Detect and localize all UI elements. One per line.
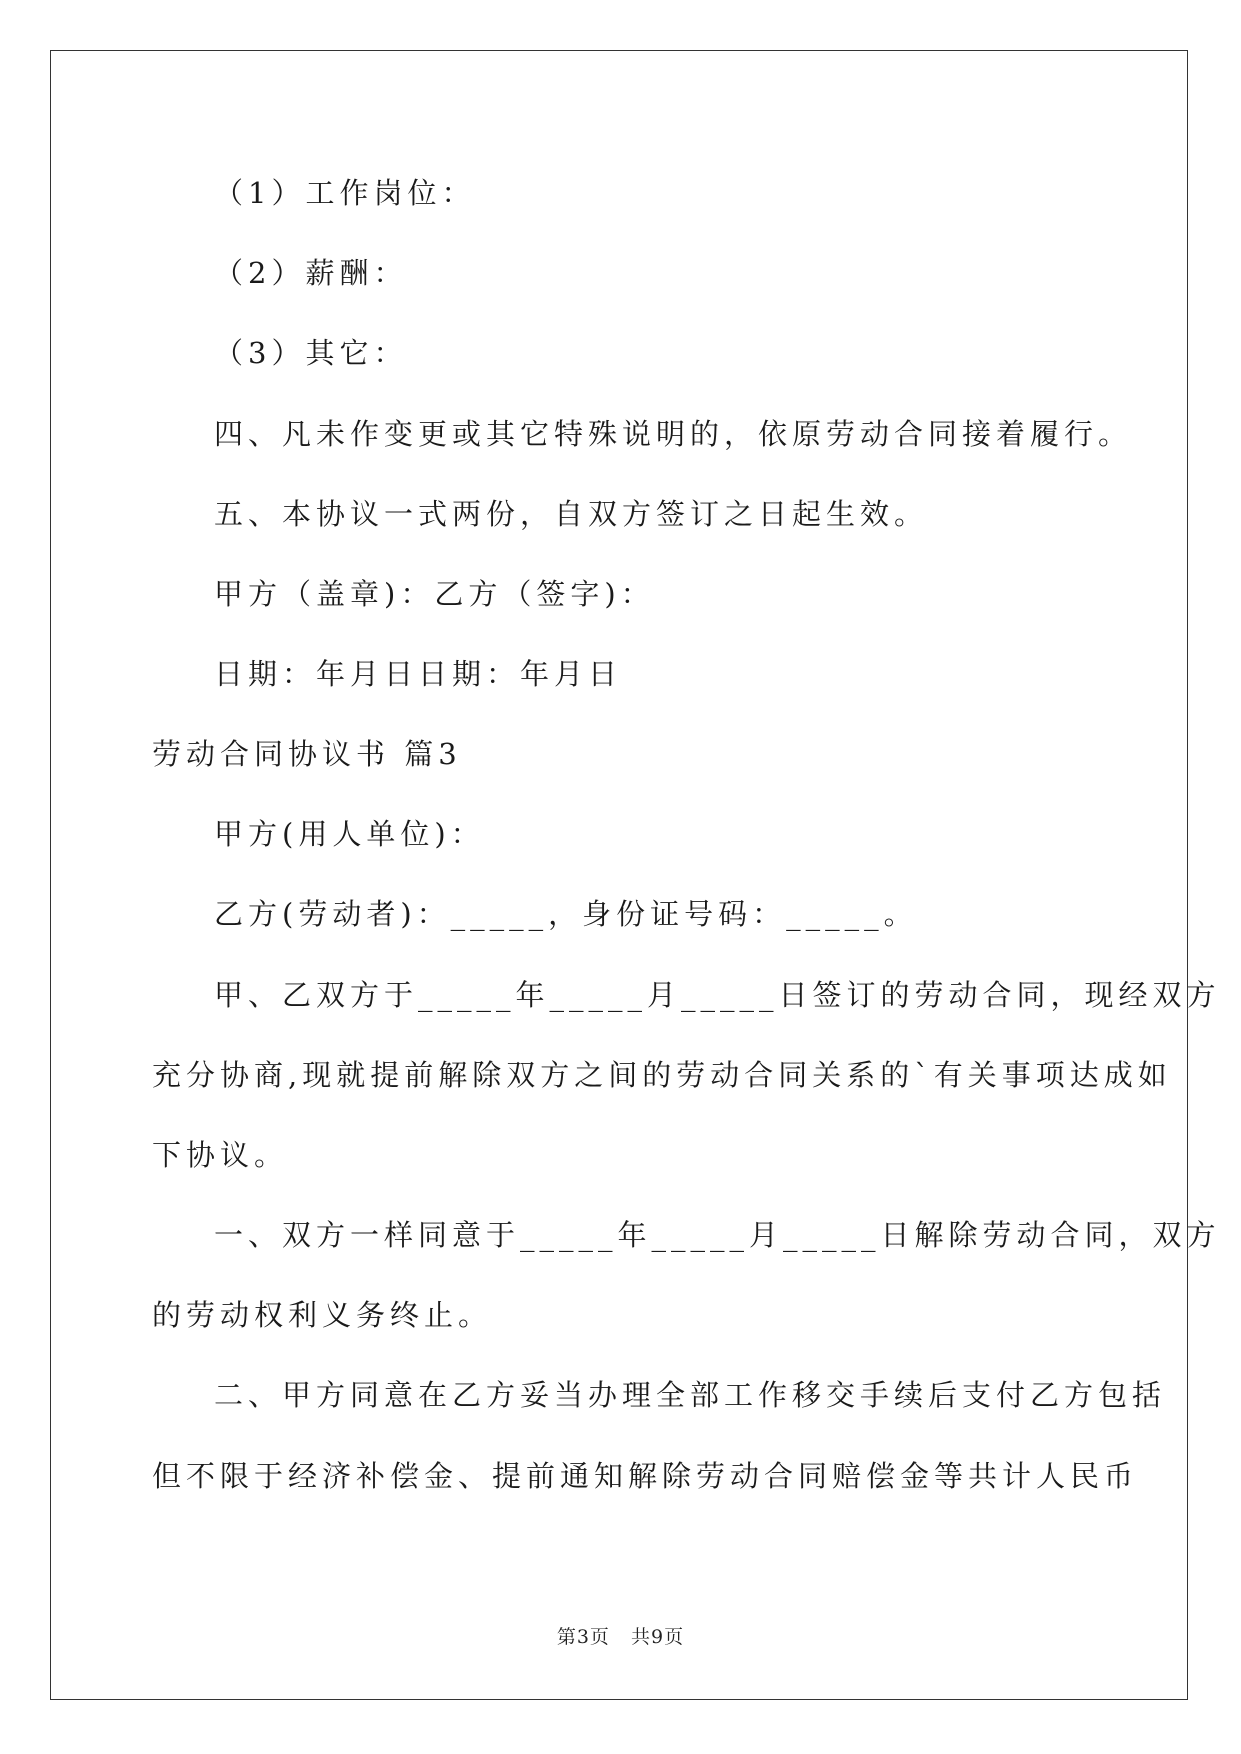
page-frame <box>50 50 1221 1700</box>
section-heading: 劳动合同协议书 篇3 <box>152 737 462 771</box>
text-line-other: （3）其它： <box>214 336 408 370</box>
text-line-signatures: 甲方（盖章)：乙方（签字)： <box>214 577 655 611</box>
text-line-salary: （2）薪酬： <box>214 256 408 290</box>
text-line-party-b: 乙方(劳动者)：_____，身份证号码：_____。 <box>214 897 918 931</box>
page-number-footer: 第3页 共9页 <box>556 1626 685 1648</box>
text-line-intro-3: 下协议。 <box>152 1138 289 1172</box>
text-line-party-a: 甲方(用人单位)： <box>214 817 485 851</box>
text-line-dates: 日期：年月日日期：年月日 <box>214 657 623 691</box>
text-line-work-position: （1）工作岗位： <box>214 176 476 210</box>
text-line-clause-five: 五、本协议一式两份，自双方签订之日起生效。 <box>214 497 929 531</box>
text-line-clause-two-2: 但不限于经济补偿金、提前通知解除劳动合同赔偿金等共计人民币 <box>152 1459 1139 1493</box>
text-line-intro-1: 甲、乙双方于_____年_____月_____日签订的劳动合同，现经双方 <box>214 978 1221 1012</box>
text-line-clause-one-1: 一、双方一样同意于_____年_____月_____日解除劳动合同，双方 <box>214 1218 1221 1252</box>
text-line-intro-2: 充分协商,现就提前解除双方之间的劳动合同关系的`有关事项达成如 <box>152 1058 1172 1092</box>
text-line-clause-two-1: 二、甲方同意在乙方妥当办理全部工作移交手续后支付乙方包括 <box>214 1378 1167 1412</box>
text-line-clause-four: 四、凡未作变更或其它特殊说明的，依原劳动合同接着履行。 <box>214 417 1133 451</box>
text-line-clause-one-2: 的劳动权利义务终止。 <box>152 1298 493 1332</box>
